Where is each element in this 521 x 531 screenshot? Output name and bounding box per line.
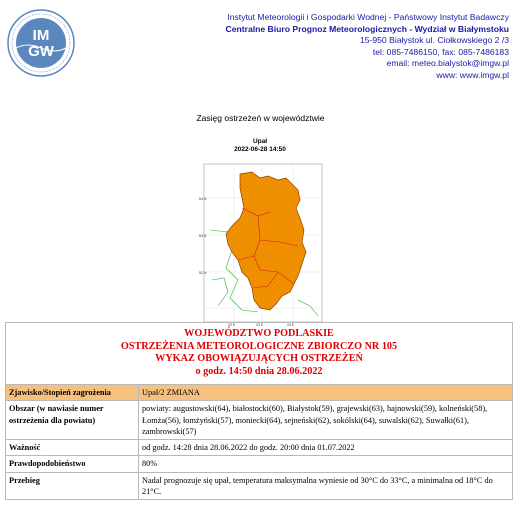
heading-bulletin-number: OSTRZEŻENIA METEOROLOGICZNE ZBIORCZO NR 105 — [120, 340, 398, 352]
table-row — [6, 472, 513, 500]
row-value: Upał/2 ZMIANA — [139, 385, 513, 401]
row-label: Przebieg — [6, 472, 139, 500]
table-row — [6, 440, 513, 456]
row-value: powiaty: augustowski(64), białostocki(60), Białystok(59), grajewski(63), hajnowski(59), kolneński(58), Łomża(56), łomżyński(57), moniecki(64), sejneński(62), sokólski(64), suwalski(62), Suwałki(61), zambrowski(57) — [139, 401, 513, 440]
header-line-email[interactable]: email: meteo.bialystok@imgw.pl — [386, 58, 509, 69]
row-value: Nadal prognozuje się upał, temperatura maksymalna wyniesie od 30°C do 33°C, a minimalna od 18°C do 21°C. — [139, 472, 513, 500]
logo-text-top: IM — [32, 27, 50, 44]
row-label: Ważność — [6, 440, 139, 456]
row-value: od godz. 14:28 dnia 28.06.2022 do godz. 20:00 dnia 01.07.2022 — [139, 440, 513, 456]
map-datetime: 2022-06-28 14:50 — [234, 146, 286, 153]
map-title — [195, 138, 325, 154]
lat-label: 53 N — [199, 234, 207, 238]
imgw-logo — [6, 8, 76, 78]
row-value: 80% — [139, 456, 513, 472]
lon-label: 22 E — [228, 323, 236, 327]
row-label: Zjawisko/Stopień zagrożenia — [6, 385, 139, 401]
heading-issue-time: o godz. 14:50 dnia 28.06.2022 — [195, 365, 323, 377]
warning-table — [5, 322, 513, 500]
bulletin-heading — [6, 323, 513, 385]
header-line-phone: tel: 085-7486150, fax: 085-7486183 — [372, 46, 509, 57]
lat-label: 52 N — [199, 271, 207, 275]
map-phenomenon: Upał — [252, 138, 268, 145]
header-line-www[interactable]: www: www.imgw.pl — [436, 69, 509, 80]
warning-map — [198, 160, 326, 328]
lat-label: 54 N — [199, 197, 207, 201]
header-line-institute: Instytut Meteorologii i Gospodarki Wodnej - Państwowy Instytut Badawczy — [227, 12, 509, 22]
page-subtitle: Zasięg ostrzeżeń w województwie — [196, 113, 325, 123]
header-line-address: 15-950 Białystok ul. Ciołkowskiego 2 /3 — [359, 35, 509, 46]
institution-header — [149, 12, 509, 82]
row-label: Prawdopodobieństwo — [6, 456, 139, 472]
logo-text-bottom: GW — [28, 43, 54, 60]
heading-list-title: WYKAZ OBOWIĄZUJĄCYCH OSTRZEŻEŃ — [155, 353, 363, 364]
lon-label: 24 E — [287, 323, 295, 327]
table-row — [6, 385, 513, 401]
table-row — [6, 401, 513, 440]
row-label: Obszar (w nawiasie numer ostrzeżenia dla powiatu) — [6, 401, 139, 440]
header-line-office: Centralne Biuro Prognoz Meteorologicznych - Wydział w Białymstoku — [225, 23, 509, 34]
table-row — [6, 456, 513, 472]
heading-voivodeship: WOJEWÓDZTWO PODLASKIE — [184, 328, 334, 339]
lon-label: 23 E — [256, 323, 264, 327]
